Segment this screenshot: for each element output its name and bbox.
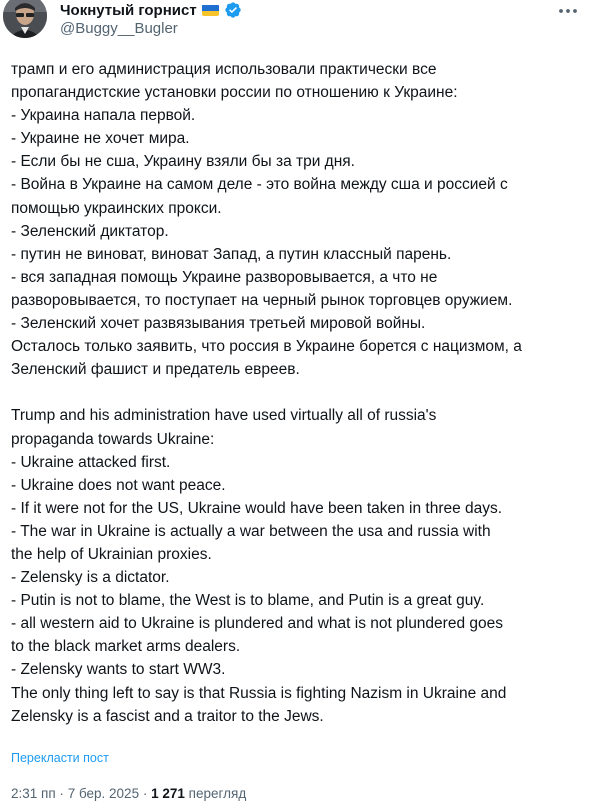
- ukraine-flag-icon: [202, 4, 219, 16]
- tweet-header: [0, 0, 598, 44]
- verified-badge-icon[interactable]: [224, 1, 242, 19]
- tweet-date[interactable]: 7 бер. 2025: [67, 786, 140, 801]
- avatar-image: [3, 0, 47, 38]
- meta-separator: ·: [59, 786, 64, 801]
- tweet-meta: [11, 786, 246, 801]
- views-count[interactable]: 1 271: [151, 786, 185, 801]
- more-options-icon[interactable]: [558, 2, 578, 20]
- user-handle[interactable]: @Buggy__Bugler: [60, 20, 178, 37]
- name-row: [60, 0, 242, 20]
- tweet-text: трамп и его администрация использовали практически все пропагандистские установки россии по отношению к Украине: - Украина напала первой. - Украине не хочет мира. - Если бы не сша, Украину взяли бы за три дня. - Война в Украине на самом деле - это война между сша и россией с помощью украинских прокси. - Зеленский диктатор. - путин не виноват, виноват Запад, а путин классный парень. - вся западная помощь Украине разворовывается, а что не разворовывается, то поступает на черный рынок торговцев оружием. - Зеленский хочет развязывания третьей мировой войны. Осталось только заявить, что россия в Украине борется с нацизмом, а Зеленский фашист и предатель евреев. Trump and his administration have used virtually all of russia's propaganda towards Ukraine: - Ukraine attacked first. - Ukraine does not want peace. - If it were not for the US, Ukraine would have been taken in three days. - The war in Ukraine is actually a war between the usa and russia with the help of Ukrainian proxies. - Zelensky is a dictator. - Putin is not to blame, the West is to blame, and Putin is a great guy. - all western aid to Ukraine is plundered and what is not plundered goes to the black market arms dealers. - Zelensky wants to start WW3. The only thing left to say is that Russia is fighting Nazism in Ukraine and Zelensky is a fascist and a traitor to the Jews.: [11, 61, 522, 725]
- tweet-time[interactable]: 2:31 пп: [11, 786, 56, 801]
- avatar[interactable]: [3, 0, 47, 38]
- views-label: перегляд: [188, 786, 247, 801]
- display-name[interactable]: Чокнутый горнист: [60, 1, 197, 19]
- translate-post-link[interactable]: Перекласти пост: [11, 751, 109, 765]
- meta-separator-2: ·: [142, 786, 148, 801]
